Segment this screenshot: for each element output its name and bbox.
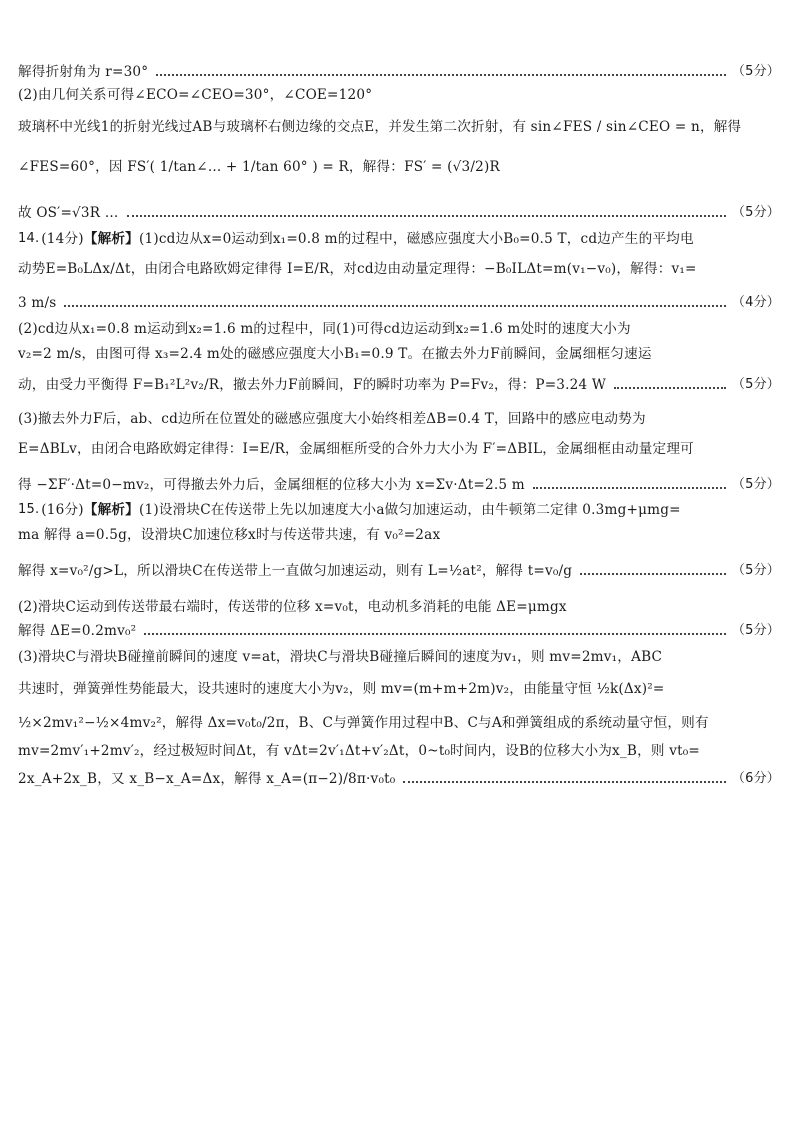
line-3 [18, 112, 780, 142]
line-text: (2)由几何关系可得∠ECO=∠CEO=30°，∠COE=120° [18, 87, 373, 103]
line-text: 2x_A+2x_B，又 x_B−x_A=Δx，解得 x_A=(π−2)/8π·v₀t₀ [18, 771, 396, 787]
q14-line-4 [18, 318, 780, 340]
q15-line-8 [18, 708, 780, 738]
q14-line-6 [18, 370, 780, 400]
line-text: 玻璃杯中光线1的折射光线过AB与玻璃杯右侧边缘的交点E，并发生第二次折射，有 sin∠FES / sin∠CEO = n，解得 [18, 119, 742, 135]
question-number: 14. [18, 231, 40, 246]
line-text: (3)撤去外力F后，ab、cd边所在位置处的磁感应强度大小始终相差ΔB=0.4 T，回路中的感应电动势为 [18, 411, 646, 427]
score-label: （5分） [731, 563, 780, 578]
q14-line-3 [18, 292, 780, 314]
line-2 [18, 84, 780, 106]
line-text: 解得 x=v₀²/g>L，所以滑块C在传送带上一直做匀加速运动，则有 L=½at²，解得 t=v₀/g [18, 563, 573, 579]
dot-leader [614, 387, 726, 389]
dot-leader [403, 781, 726, 783]
line-text: (3)滑块C与滑块B碰撞前瞬间的速度 v=at，滑块C与滑块B碰撞后瞬间的速度为v₁，则 mv=2mv₁，ABC [18, 649, 663, 665]
dot-leader [144, 633, 726, 635]
line-text: 动势E=B₀LΔx/Δt，由闭合电路欧姆定律得 I=E/R，对cd边由动量定理得：−B₀ILΔt=m(v₁−v₀)，解得：v₁= [18, 261, 697, 277]
q14-line-7 [18, 408, 780, 430]
line-text: 得 −ΣF′·Δt=0−mv₂，可得撤去外力后，金属细框的位移大小为 x=Σv·Δt=2.5 m [18, 477, 525, 493]
line-text: (2)滑块C运动到传送带最右端时，传送带的位移 x=v₀t，电动机多消耗的电能 ΔE=μmgx [18, 599, 567, 615]
q15-line-9 [18, 740, 780, 762]
line-text: (2)cd边从x₁=0.8 m运动到x₂=1.6 m的过程中，同(1)可得cd边运动到x₂=1.6 m处时的速度大小为 [18, 321, 631, 337]
line-text: v₂=2 m/s，由图可得 x₃=2.4 m处的磁感应强度大小B₁=0.9 T。在撤去外力F前瞬间，金属细框匀速运 [18, 346, 652, 362]
line-text: 共速时，弹簧弹性势能最大，设共速时的速度大小为v₂，则 mv=(m+m+2m)v₂，由能量守恒 ½k(Δx)²= [18, 681, 665, 697]
q15-line-10 [18, 764, 780, 794]
line-text: 故 OS′=√3R … [18, 205, 119, 221]
line-text: 3 m/s [18, 295, 57, 311]
q15-line-3 [18, 556, 780, 586]
score-label: （5分） [731, 377, 780, 392]
score-label: （6分） [731, 771, 780, 786]
q14-line-8 [18, 434, 780, 464]
score-label: （5分） [731, 64, 780, 79]
line-text: mv=2mv′₁+2mv′₂，经过极短时间Δt，有 vΔt=2v′₁Δt+v′₂Δt，0~t₀时间内，设B的位移大小为x_B，则 vt₀= [18, 743, 700, 759]
q15-line-4 [18, 596, 780, 618]
line-text: 解得折射角为 r=30° [18, 64, 149, 80]
dot-leader [580, 573, 726, 575]
question-number: 15. [18, 502, 40, 517]
q14-line-5 [18, 343, 780, 365]
q15-line-6 [18, 646, 780, 668]
q14-line-9 [18, 474, 780, 496]
dot-leader [156, 74, 726, 76]
q15-line-2 [18, 524, 780, 546]
line-text: ½×2mv₁²−½×4mv₂²，解得 Δx=v₀t₀/2π，B、C与弹簧作用过程中B、C与A和弹簧组成的系统动量守恒，则有 [18, 715, 709, 731]
line-4 [18, 152, 780, 182]
line-text: 解得 ΔE=0.2mv₀² [18, 623, 137, 639]
q15-line-1 [18, 499, 780, 521]
line-text: (16分) [41, 502, 84, 518]
q14-line-2 [18, 254, 780, 284]
line-1 [18, 61, 780, 83]
score-label: （4分） [731, 295, 780, 310]
score-label: （5分） [731, 205, 780, 220]
analysis-tag: 【解析】 [83, 231, 139, 247]
q15-line-7 [18, 674, 780, 704]
line-text: (1)设滑块C在传送带上先以加速度大小a做匀加速运动，由牛顿第二定律 0.3mg+μmg= [138, 502, 681, 518]
line-text: 动，由受力平衡得 F=B₁²L²v₂/R，撤去外力F前瞬间，F的瞬时功率为 P=Fv₂，得：P=3.24 W [18, 377, 607, 393]
score-label: （5分） [731, 477, 780, 492]
q15-line-5 [18, 620, 780, 642]
q14-line-1 [18, 228, 780, 250]
line-text: (14分) [41, 231, 84, 247]
line-text: ∠FES=60°，因 FS′( 1/tan∠... + 1/tan 60° ) = R，解得：FS′ = (√3/2)R [18, 159, 500, 175]
analysis-tag: 【解析】 [83, 502, 139, 518]
dot-leader [127, 215, 726, 217]
line-text: ma 解得 a=0.5g，设滑块C加速位移x时与传送带共速，有 v₀²=2ax [18, 527, 441, 543]
line-5 [18, 202, 780, 224]
line-text: E=ΔBLv，由闭合电路欧姆定律得：I=E/R，金属细框所受的合外力大小为 F′=ΔBIL，金属细框由动量定理可 [18, 441, 694, 457]
dot-leader [64, 305, 726, 307]
dot-leader [533, 487, 726, 489]
line-text: (1)cd边从x=0运动到x₁=0.8 m的过程中，磁感应强度大小B₀=0.5 T，cd边产生的平均电 [138, 231, 694, 247]
score-label: （5分） [731, 623, 780, 638]
